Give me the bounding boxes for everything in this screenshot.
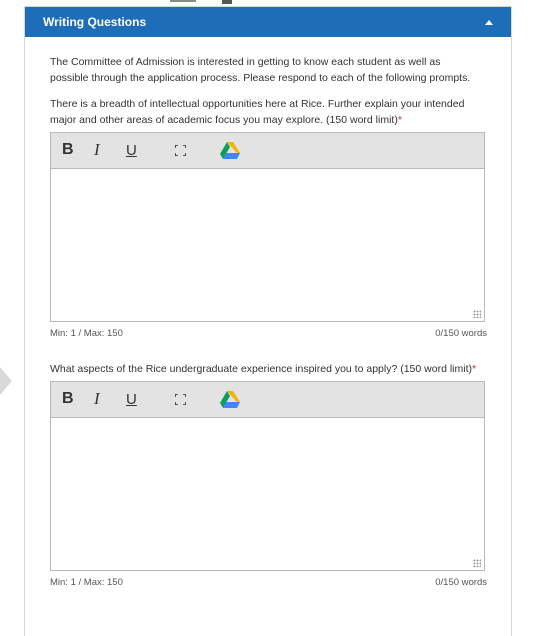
editor-toolbar — [51, 133, 484, 169]
intro-text: The Committee of Admission is interested in getting to know each student as well as possible through the application process. Please respond to each of the following prompts. — [50, 56, 471, 84]
question-1-editor — [50, 132, 485, 322]
panel-body — [25, 37, 511, 588]
question-2-editor — [50, 381, 485, 571]
italic-button[interactable]: I — [94, 389, 100, 408]
required-marker: * — [471, 363, 477, 375]
chevron-up-icon[interactable] — [485, 20, 493, 25]
word-count: 0/150 words — [435, 328, 487, 339]
resize-grip-icon[interactable] — [473, 310, 481, 318]
question-1-meta — [50, 328, 487, 339]
writing-questions-panel — [24, 6, 512, 636]
underline-button[interactable]: U — [126, 141, 137, 159]
answer-2-textarea[interactable] — [51, 418, 484, 570]
bold-button[interactable]: B — [62, 390, 74, 407]
word-limit-label: Min: 1 / Max: 150 — [50, 328, 123, 339]
top-edge-fragment — [170, 0, 260, 4]
google-drive-icon[interactable] — [220, 388, 240, 410]
word-count: 0/150 words — [435, 577, 487, 588]
underline-button[interactable]: U — [126, 390, 137, 408]
question-1-prompt — [50, 96, 486, 128]
editor-toolbar — [51, 382, 484, 418]
italic-button[interactable]: I — [94, 140, 100, 159]
google-drive-icon[interactable] — [220, 139, 240, 161]
panel-header[interactable] — [25, 7, 511, 37]
fullscreen-icon[interactable] — [172, 388, 188, 410]
question-1-text: There is a breadth of intellectual opportunities here at Rice. Further explain your intended major and other areas of academic focus you may explore. (150 word limit) — [50, 98, 465, 126]
word-limit-label: Min: 1 / Max: 150 — [50, 577, 123, 588]
question-2-meta — [50, 577, 487, 588]
answer-1-textarea[interactable] — [51, 169, 484, 321]
question-2-prompt — [50, 361, 486, 377]
question-2-text: What aspects of the Rice undergraduate experience inspired you to apply? (150 word limit) — [50, 363, 472, 375]
fullscreen-icon[interactable] — [172, 139, 188, 161]
resize-grip-icon[interactable] — [473, 559, 481, 567]
previous-section-arrow-icon[interactable] — [0, 367, 12, 395]
bold-button[interactable]: B — [62, 141, 74, 158]
panel-title: Writing Questions — [43, 15, 147, 29]
required-marker: * — [397, 114, 402, 126]
